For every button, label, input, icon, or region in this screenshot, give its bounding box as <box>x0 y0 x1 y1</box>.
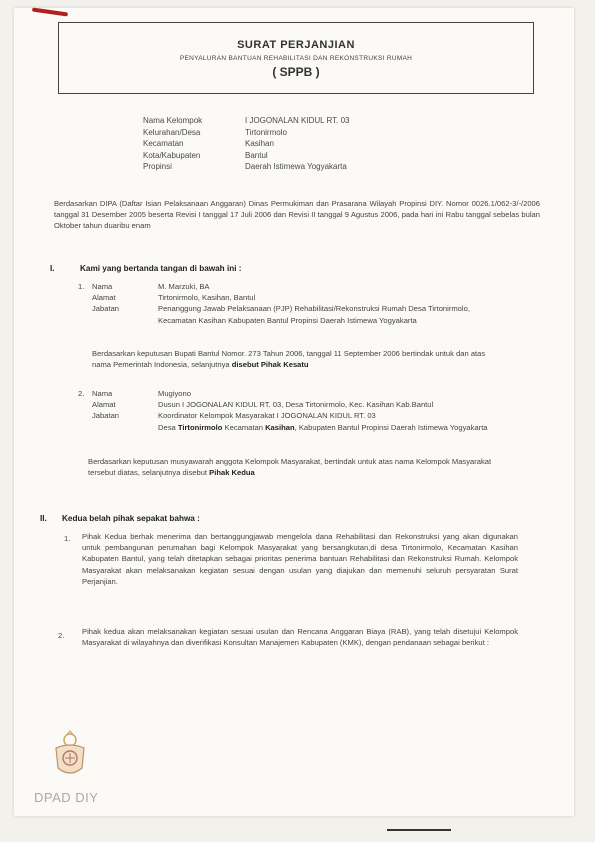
party-2-number: 2. <box>78 389 85 398</box>
section-1-heading: Kami yang bertanda tangan di bawah ini : <box>80 264 242 273</box>
intro-paragraph: Berdasarkan DIPA (Daftar Isian Pelaksanaan Anggaran) Dinas Permukiman dan Prasarana Wilayah Propinsi DIY. Nomor 0026.1/062-3/-/2006 tanggal 31 Desember 2005 beserta Revisi I tanggal 17 Juli 2006 dan Revisi II tanggal 9 Agustus 2006, pada hari ini Rabu tanggal sebelas bulan Oktober tahun duaribu enam <box>54 199 540 231</box>
bottom-rule <box>387 829 451 831</box>
section-2-heading: Kedua belah pihak sepakat bahwa : <box>62 514 200 523</box>
group-info <box>143 115 349 173</box>
dpad-seal-icon <box>50 728 90 780</box>
document-title: SURAT PERJANJIAN <box>237 39 355 51</box>
info-row: Propinsi Daerah Istimewa Yogyakarta <box>143 162 347 171</box>
title-box <box>58 22 534 94</box>
info-row: Kecamatan Kasihan <box>143 139 274 148</box>
info-row: Kota/Kabupaten Bantul <box>143 150 268 160</box>
party-2-details: 2. Nama Mugiyono Alamat Dusun I JOGONALAN KIDUL RT. 03, Desa Tirtonirmolo, Kec. Kasihan Kab.Bantul Jabatan Koordinator Kelompok Masyarakat I JOGONALAN KIDUL RT. 03 Desa Tirtonirmolo Kecamatan Kasihan, Kabupaten Bantul Propinsi Daerah Istimewa Yogyakarta <box>78 389 488 432</box>
document-code: ( SPPB ) <box>272 65 320 79</box>
party-1-number: 1. <box>78 282 85 291</box>
section-2-number: II. <box>40 514 47 523</box>
party-1-note: Berdasarkan keputusan Bupati Bantul Nomor. 273 Tahun 2006, tanggal 11 September 2006 bertindak untuk dan atas nama Pemerintah Indonesia, selanjutnya disebut Pihak Kesatu <box>92 349 486 370</box>
info-row: Kelurahan/Desa Tirtonirmolo <box>143 127 287 137</box>
watermark-text: DPAD DIY <box>34 790 99 805</box>
party-1-details: 1. Nama M. Marzuki, BA Alamat Tirtonirmolo, Kasihan, Bantul Jabatan Penanggung Jawab Pelaksanaan (PJP) Rehabilitasi/Rekonstruksi Rumah Desa Tirtonirmolo, Kecamatan Kasihan Kabupaten Bantul Propinsi Daerah Istimewa Yogyakarta <box>78 282 470 325</box>
section-1-number: I. <box>50 264 55 273</box>
item-2-text: Pihak kedua akan melaksanakan kegiatan sesuai usulan dan Rencana Anggaran Biaya (RAB), yang telah disetujui Kelompok Masyarakat di wilayahnya dan diverifikasi Konsultan Manajemen Kabupaten (KMK), dengan pendanaan sebagai berikut : <box>82 627 518 648</box>
item-1-number: 1. <box>64 534 71 543</box>
party-2-note: Berdasarkan keputusan musyawarah anggota Kelompok Masyarakat, bertindak untuk atas nama Kelompok Masyarakat tersebut diatas, selanjutnya disebut Pihak Kedua <box>88 457 492 478</box>
document-subtitle: PENYALURAN BANTUAN REHABILITASI DAN REKONSTRUKSI RUMAH <box>179 55 413 62</box>
info-row: Nama Kelompok I JOGONALAN KIDUL RT. 03 <box>143 116 350 125</box>
item-1-text: Pihak Kedua berhak menerima dan bertanggungjawab mengelola dana Rehabilitasi dan Rekonstruksi yang akan digunakan untuk pembangunan perumahan bagi Kelompok Masyarakat yang bersangkutan,di desa Tirtonirmolo, Kecamatan Kasihan Kabupaten Bantul, yang telah ditetapkan sebagai prioritas penerima bantuan Rehabilitasi dan Rekonstruksi Rumah. Kelompok Masyarakat akan melaksanakan kegiatan sesuai dengan usulan yang diajukan dan memenuhi seluruh persyaratan Surat Perjanjian. <box>82 532 518 586</box>
item-2-number: 2. <box>58 631 65 640</box>
